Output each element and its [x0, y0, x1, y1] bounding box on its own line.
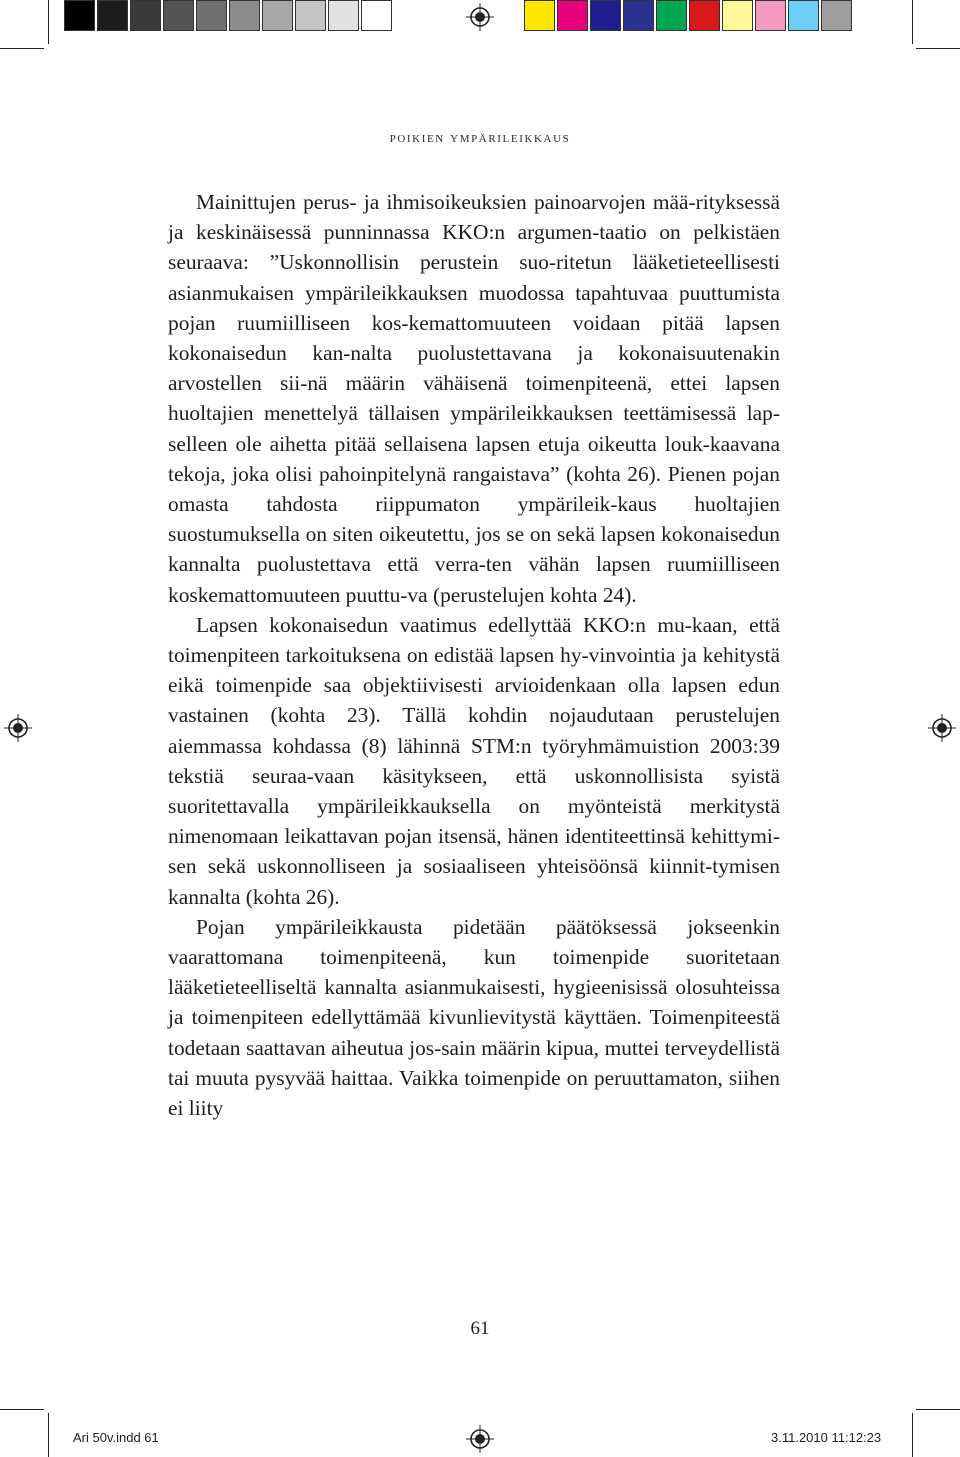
- page-number: 61: [470, 1318, 490, 1339]
- color-swatch: [623, 0, 654, 31]
- paragraph: Lapsen kokonaisedun vaatimus edellyttää KKO:n mu-kaan, että toimenpiteen tarkoituksena on edistää lapsen hy-vinvointia ja kehitystä eikä toimenpide saa objektiivisesti arvioidenkaan olla lapsen edun vastainen (kohta 23). Tällä kohdin nojaudutaan perustelujen aiemmassa kohdassa (8) lähinnä STM:n työryhmämuistion 2003:39 tekstiä seuraa-vaan käsitykseen, että uskonnollisista syistä suoritettavalla ympärileikkauksella on myönteistä merkitystä nimenomaan leikattavan pojan itsensä, hänen identiteettinsä kehittymi-sen sekä uskonnolliseen ja sosiaaliseen yhteisöönsä kiinnit-tymisen kannalta (kohta 26).: [168, 612, 780, 909]
- gray-swatch: [328, 0, 359, 31]
- color-swatch: [524, 0, 555, 31]
- crop-mark: [0, 48, 44, 49]
- color-swatch: [722, 0, 753, 31]
- slug-filename: Ari 50v.indd 61: [73, 1430, 159, 1445]
- crop-mark: [48, 1413, 49, 1457]
- crop-mark: [916, 1409, 960, 1410]
- registration-mark-icon: [466, 1425, 494, 1453]
- gray-swatch: [262, 0, 293, 31]
- color-swatch: [821, 0, 852, 31]
- color-swatch: [557, 0, 588, 31]
- gray-swatch: [130, 0, 161, 31]
- crop-mark: [0, 1409, 44, 1410]
- color-swatch: [656, 0, 687, 31]
- color-swatch: [755, 0, 786, 31]
- gray-swatch: [97, 0, 128, 31]
- crop-mark: [48, 0, 49, 44]
- color-swatch: [788, 0, 819, 31]
- registration-mark-icon: [4, 714, 32, 742]
- crop-mark: [912, 0, 913, 44]
- gray-swatch: [64, 0, 95, 31]
- gray-swatch: [361, 0, 392, 31]
- gray-swatch: [295, 0, 326, 31]
- body-text: [168, 187, 780, 1123]
- gray-swatch: [229, 0, 260, 31]
- running-head: poikien ympärileikkaus: [389, 130, 571, 146]
- registration-mark-icon: [928, 714, 956, 742]
- color-calibration-bar: [64, 0, 854, 34]
- gray-swatch: [163, 0, 194, 31]
- paragraph: Mainittujen perus- ja ihmisoikeuksien painoarvojen mää-rityksessä ja keskinäisessä punninnassa KKO:n argumen-taatio on pelkistäen seuraava: ”Uskonnollisin perustein suo-ritetun lääketieteellisesti asianmukaisen ympärileikkauksen muodossa tapahtuvaa puuttumista pojan ruumiilliseen kos-kemattomuuteen voidaan pitää lapsen kokonaisedun kan-nalta puolustettavana ja kokonaisuutenakin arvostellen sii-nä määrin vähäisenä toimenpiteenä, ettei lapsen huoltajien menettelyä tällaisen ympärileikkauksen teettämisessä lap-selleen ole aihetta pitää sellaisena lapsen etuja oikeutta louk-kaavana tekoja, joka olisi pahoinpitelynä rangaistava” (kohta 26). Pienen pojan omasta tahdosta riippumaton ympärileik-kaus huoltajien suostumuksella on siten oikeutettu, jos se on sekä lapsen kokonaisedun kannalta puolustettava että verra-ten vähän lapsen ruumiilliseen koskemattomuuteen puuttu-va (perustelujen kohta 24).: [168, 190, 780, 607]
- registration-mark-icon: [466, 3, 494, 31]
- color-swatch: [590, 0, 621, 31]
- gray-swatch: [196, 0, 227, 31]
- crop-mark: [912, 1413, 913, 1457]
- paragraph: Pojan ympärileikkausta pidetään päätöksessä jokseenkin vaarattomana toimenpiteenä, kun toimenpide suoritetaan lääketieteelliseltä kannalta asianmukaisesti, hygieenisissä olosuhteissa ja toimenpiteen edellyttämää kivunlievitystä käyttäen. Toimenpiteestä todetaan saattavan aiheutua jos-sain määrin kipua, muttei terveydellistä tai muuta pysyvää haittaa. Vaikka toimenpide on peruuttamaton, siihen ei liity: [168, 914, 780, 1121]
- color-swatch: [689, 0, 720, 31]
- slug-timestamp: 3.11.2010 11:12:23: [771, 1430, 882, 1445]
- crop-mark: [916, 48, 960, 49]
